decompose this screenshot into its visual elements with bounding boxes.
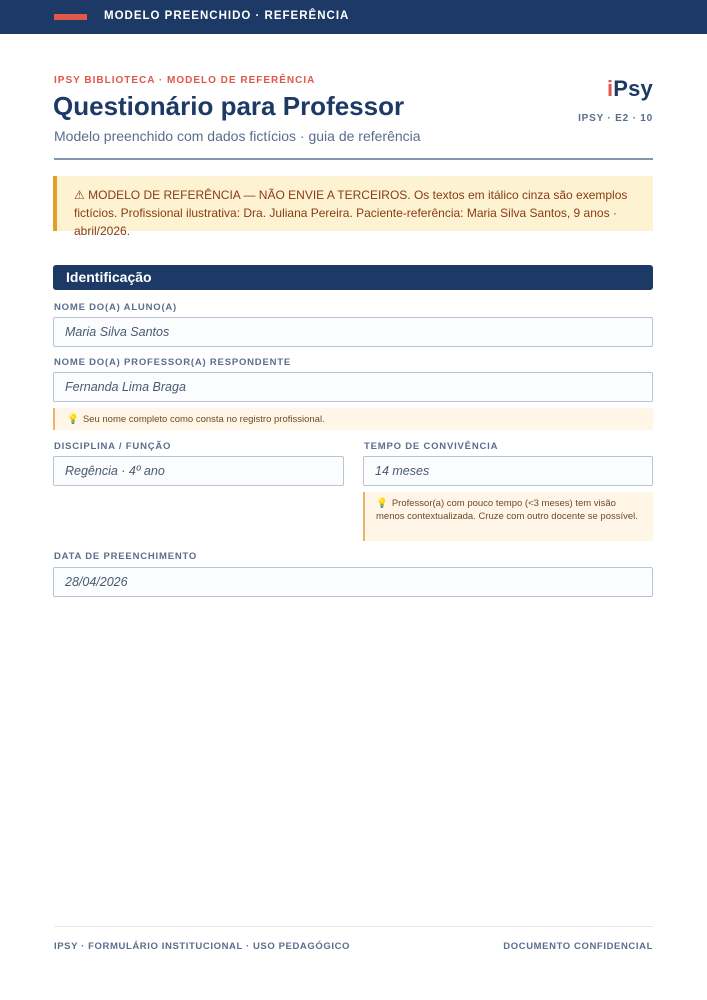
fill-date-value: 28/04/2026	[65, 575, 128, 589]
discipline-field[interactable]	[53, 456, 344, 486]
top-bar-label: MODELO PREENCHIDO · REFERÊNCIA	[104, 10, 350, 22]
ipsy-logo	[607, 76, 653, 102]
teacher-name-hint-text: Seu nome completo como consta no registro profissional.	[82, 414, 325, 425]
footer-right-text: DOCUMENTO CONFIDENCIAL	[503, 941, 653, 952]
document-reference: IPSY · E2 · 10	[578, 113, 653, 124]
student-name-field[interactable]	[53, 317, 653, 347]
fill-date-field[interactable]	[53, 567, 653, 597]
footer-left-text: IPSY · FORMULÁRIO INSTITUCIONAL · USO PEDAGÓGICO	[54, 941, 351, 952]
warning-icon: ⚠	[74, 188, 85, 202]
time-together-hint-text: Professor(a) com pouco tempo (<3 meses) tem visão menos contextualizada. Cruze com outro docente se possível.	[376, 498, 638, 522]
top-bar-accent	[54, 14, 87, 20]
warning-text	[74, 186, 644, 240]
discipline-label: DISCIPLINA / FUNÇÃO	[54, 441, 172, 452]
section-header	[53, 265, 653, 290]
header-divider	[54, 158, 653, 160]
section-title: Identificação	[66, 269, 152, 285]
student-name-value: Maria Silva Santos	[65, 325, 170, 339]
top-bar	[0, 0, 707, 34]
time-together-label: TEMPO DE CONVIVÊNCIA	[364, 441, 499, 452]
teacher-name-value: Fernanda Lima Braga	[65, 380, 186, 394]
student-name-label: NOME DO(A) ALUNO(A)	[54, 302, 178, 313]
eyebrow: IPSY BIBLIOTECA · MODELO DE REFERÊNCIA	[54, 75, 316, 86]
warning-message: MODELO DE REFERÊNCIA — NÃO ENVIE A TERCEIROS. Os textos em itálico cinza são exemplos fictícios. Profissional ilustrativa: Dra. Juliana Pereira. Paciente-referência: Maria Silva Santos, 9 anos · abril/2026.	[74, 188, 628, 238]
logo-i: i	[606, 76, 614, 101]
teacher-name-label: NOME DO(A) PROFESSOR(A) RESPONDENTE	[54, 357, 292, 368]
time-together-value: 14 meses	[375, 464, 430, 478]
time-together-field[interactable]	[363, 456, 653, 486]
lightbulb-icon: 💡	[67, 414, 79, 425]
fill-date-label: DATA DE PREENCHIMENTO	[54, 551, 198, 562]
discipline-value: Regência · 4º ano	[65, 464, 165, 478]
teacher-name-field[interactable]	[53, 372, 653, 402]
page-subtitle: Modelo preenchido com dados fictícios · guia de referência	[54, 128, 421, 144]
warning-banner	[53, 176, 653, 238]
lightbulb-icon: 💡	[376, 498, 388, 509]
teacher-name-hint	[53, 408, 653, 430]
time-together-hint	[363, 492, 653, 541]
footer-divider	[54, 926, 653, 927]
page-title: Questionário para Professor	[53, 91, 405, 121]
logo-rest: Psy	[613, 76, 653, 101]
